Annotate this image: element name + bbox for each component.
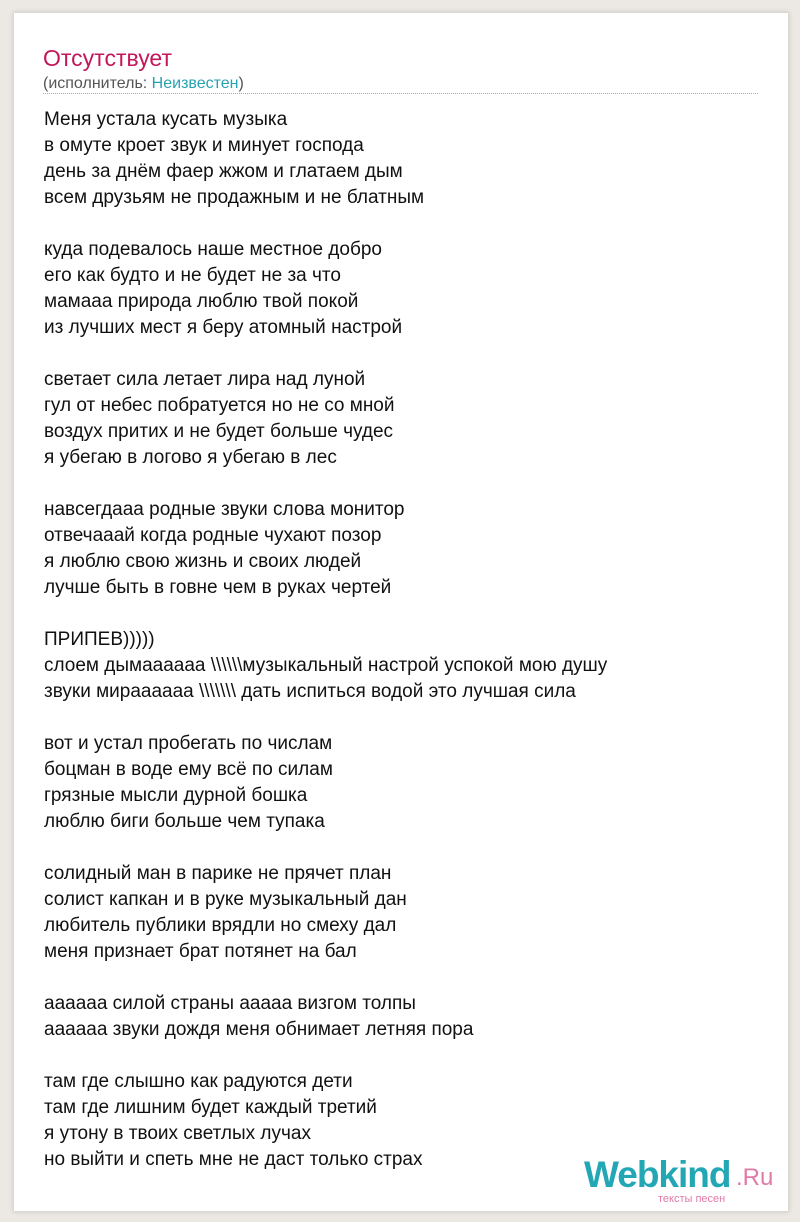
stanza-gap (44, 1043, 774, 1069)
lyric-line: светает сила летает лира над луной (44, 369, 366, 390)
lyric-line: вот и устал пробегать по числам (44, 733, 333, 754)
lyric-line: я утону в твоих светлых лучах (44, 1123, 311, 1144)
lyric-line: но выйти и спеть мне не даст только страх (44, 1149, 423, 1170)
lyric-line: гул от небес побратуется но не со мной (44, 395, 395, 416)
stanza-gap (44, 705, 774, 731)
stanza-gap (44, 835, 774, 861)
lyric-line: я люблю свою жизнь и своих людей (44, 551, 362, 572)
lyric-line: солист капкан и в руке музыкальный дан (44, 889, 407, 910)
lyric-line: отвечааай когда родные чухают позор (44, 525, 382, 546)
lyric-line: меня признает брат потянет на бал (44, 941, 357, 962)
logo-tagline: тексты песен (658, 1193, 726, 1205)
stanza-gap (44, 601, 774, 627)
lyric-line: там где лишним будет каждый третий (44, 1097, 377, 1118)
lyric-line: звуки мирaaaaaa \\\\\\\ дать испиться водой это лучшая сила (44, 681, 576, 702)
stanza-gap (44, 965, 774, 991)
logo-tld: .Ru (736, 1164, 774, 1191)
lyric-line: аааааа звуки дождя меня обнимает летняя пора (44, 1019, 474, 1040)
lyric-line: из лучших мест я беру атомный настрой (44, 317, 403, 338)
lyrics-card (13, 12, 789, 1212)
lyric-line: грязные мысли дурной бошка (44, 785, 308, 806)
artist-link[interactable]: Неизвестен (151, 75, 239, 92)
artist-line (43, 74, 244, 94)
lyric-line: там где слышно как радуются дети (44, 1071, 353, 1092)
lyric-line: день за днём фаер жжом и глатаем дым (44, 161, 403, 182)
webkind-logo[interactable] (584, 1154, 784, 1204)
lyric-line: его как будто и не будет не за что (44, 265, 341, 286)
lyric-line: люблю биги больше чем тупака (44, 811, 325, 832)
lyric-line: всем друзьям не продажным и не блатным (44, 187, 425, 208)
lyric-line: лучше быть в говне чем в руках чертей (44, 577, 392, 598)
title-divider (43, 93, 758, 94)
stanza-gap (44, 341, 774, 367)
lyric-line: в омуте кроет звук и минует господа (44, 135, 364, 156)
lyric-line: Меня устала кусать музыка (44, 109, 288, 130)
stanza-gap (44, 211, 774, 237)
lyric-line: я убегаю в логово я убегаю в лес (44, 447, 337, 468)
lyric-line: воздух притих и не будет больше чудес (44, 421, 394, 442)
lyrics-body (44, 107, 774, 1173)
stanza-gap (44, 471, 774, 497)
artist-prefix: (исполнитель: (43, 75, 152, 92)
lyric-line: солидный ман в парике не прячет план (44, 863, 392, 884)
lyric-line: ПРИПЕВ))))) (44, 629, 155, 650)
lyric-line: куда подевалось наше местное добро (44, 239, 382, 260)
lyric-line: аааааа силой страны ааааа визгом толпы (44, 993, 416, 1014)
lyric-line: боцман в воде ему всё по силам (44, 759, 333, 780)
lyric-line: любитель публики врядли но смеху дал (44, 915, 397, 936)
lyric-line: мамааа природа люблю твой покой (44, 291, 359, 312)
artist-suffix: ) (238, 75, 244, 92)
logo-brand: Webkind (584, 1154, 731, 1195)
lyric-line: слоем дымаааааа \\\\\\музыкальный настрой успокой мою душу (44, 655, 608, 676)
song-title: Отсутствует (43, 45, 172, 71)
lyric-line: навсегдааа родные звуки слова монитор (44, 499, 405, 520)
